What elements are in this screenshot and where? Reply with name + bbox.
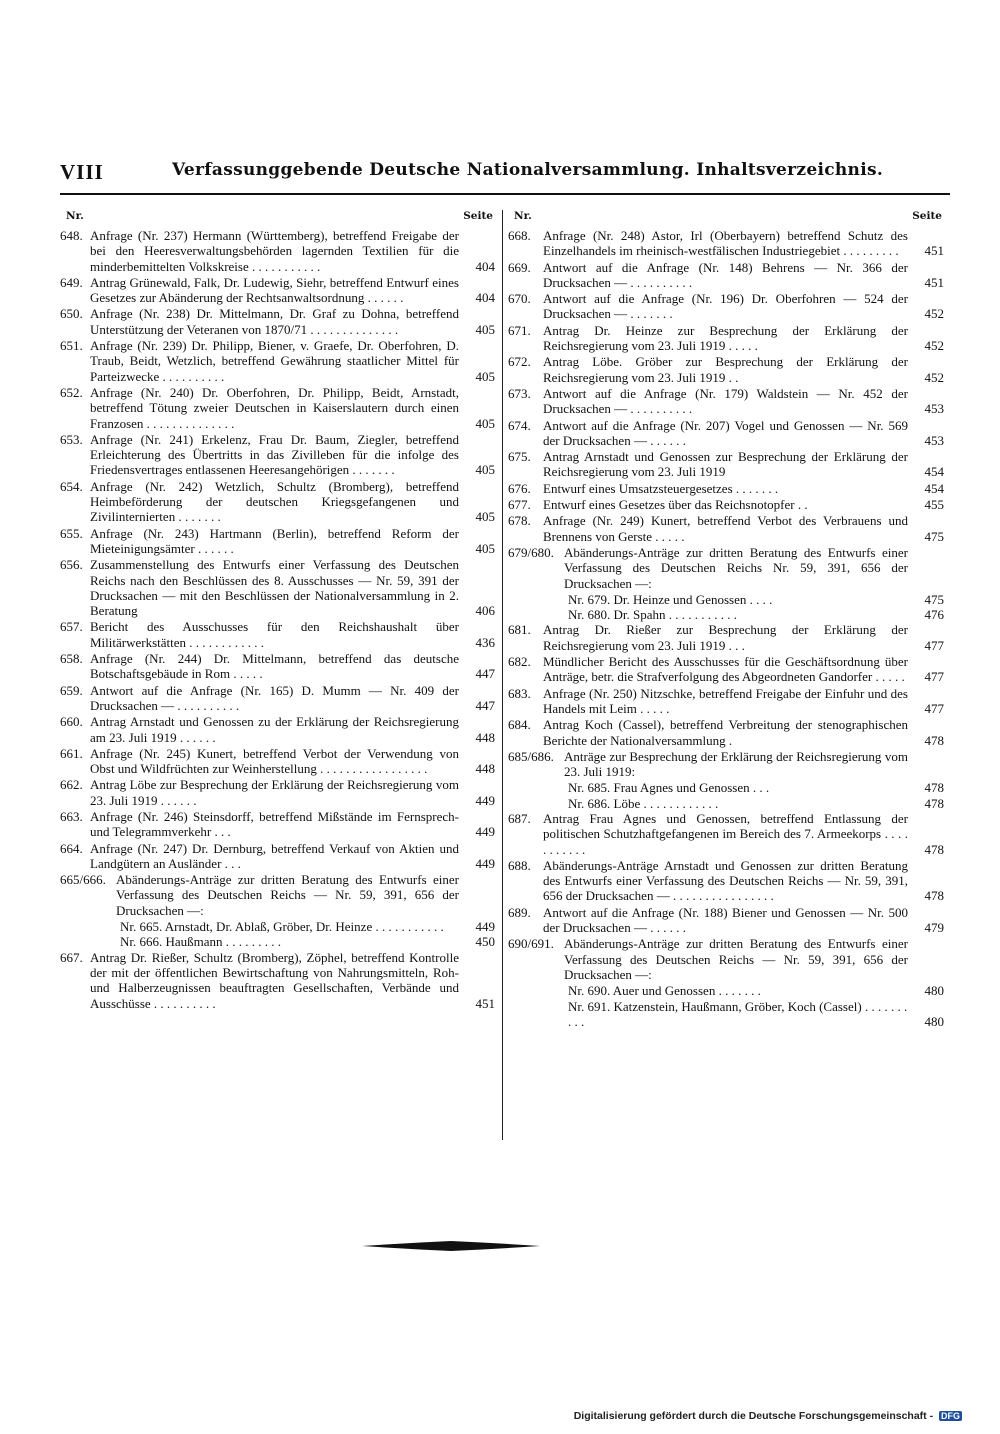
entry-page-number: 454	[924, 464, 944, 480]
toc-entry	[60, 228, 497, 274]
entry-page-number: 405	[475, 415, 495, 431]
entry-number: 658.	[60, 651, 83, 667]
toc-entry	[60, 432, 497, 478]
entry-number: 667.	[60, 949, 83, 965]
entry-page-number: 454	[924, 480, 944, 496]
entry-text: Anfrage (Nr. 245) Kunert, betreffend Verbot der Verwendung von Obst und Wildfrüchten zur Weinherstellung . . . . . . . . . . . . . . . . .	[90, 745, 459, 777]
entry-text: Abänderungs-Anträge zur dritten Beratung des Entwurfs einer Verfassung des Deutschen Reichs — Nr. 59, 391, 656 der Drucksachen —:	[564, 936, 908, 982]
entry-text: Bericht des Ausschusses für den Reichshaushalt über Militärwerkstätten . . . . . . . . . . . .	[90, 619, 459, 650]
entry-text: Nr. 666. Haußmann . . . . . . . . .	[120, 934, 282, 950]
entry-text: Entwurf eines Umsatzsteuergesetzes . . . . . . .	[543, 480, 779, 496]
entry-text: Anfrage (Nr. 237) Hermann (Württemberg), betreffend Freigabe der bei den Heeresverwaltungsbehörden lagernden Textilien für die minderbemittelten Volkskreise . . . . . . . . . . .	[90, 228, 459, 274]
entry-text: Nr. 679. Dr. Heinze und Genossen . . . .	[568, 591, 773, 607]
entry-text: Nr. 691. Katzenstein, Haußmann, Gröber, Koch (Cassel) . . . . . . . . . .	[568, 998, 908, 1029]
entry-number: 668.	[508, 228, 531, 243]
toc-entry	[508, 936, 946, 982]
entry-page-number: 478	[924, 780, 944, 796]
entry-number: 676.	[508, 480, 531, 496]
entry-number: 656.	[60, 557, 83, 573]
entry-page-number: 449	[475, 792, 495, 808]
toc-entry	[508, 811, 946, 857]
entry-number: 681.	[508, 622, 531, 638]
toc-entry	[508, 749, 946, 780]
entry-page-number: 405	[475, 540, 495, 556]
entry-text: Antrag Frau Agnes und Genossen, betreffend Entlassung der politischen Schutzhaftgefangenen im Bereich des 7. Armeekorps . . . . . . . . . . .	[543, 810, 908, 857]
right-column	[508, 210, 946, 1029]
toc-entry	[508, 291, 946, 322]
entry-text: Antwort auf die Anfrage (Nr. 188) Biener und Genossen — Nr. 500 der Drucksachen — . . . . . .	[543, 904, 908, 936]
entry-number: 659.	[60, 682, 83, 698]
entry-number: 653.	[60, 431, 83, 447]
left-entry-list	[60, 228, 497, 1011]
entry-text: Antwort auf die Anfrage (Nr. 148) Behrens — Nr. 366 der Drucksachen — . . . . . . . . . .	[543, 259, 908, 290]
toc-entry	[508, 481, 946, 496]
entry-page-number: 478	[924, 732, 944, 748]
toc-entry	[508, 323, 946, 354]
entry-page-number: 451	[475, 995, 495, 1011]
entry-number: 648.	[60, 228, 83, 243]
toc-entry	[60, 777, 497, 808]
entry-page-number: 477	[924, 700, 944, 716]
entry-text: Nr. 690. Auer und Genossen . . . . . . .	[568, 983, 761, 999]
entry-text: Nr. 685. Frau Agnes und Genossen . . .	[568, 780, 770, 796]
entry-page-number: 449	[475, 855, 495, 871]
entry-page-number: 478	[924, 841, 944, 857]
right-column-header	[508, 210, 946, 226]
entry-text: Anfrage (Nr. 243) Hartmann (Berlin), betreffend Reform der Mieteinigungsämter . . . . . .	[90, 525, 459, 556]
entry-number: 679/680.	[508, 544, 554, 560]
entry-text: Anfrage (Nr. 240) Dr. Oberfohren, Dr. Philipp, Beidt, Arnstadt, betreffend Tötung zweier Deutschen in Kaiserslautern durch einen Franzosen . . . . . . . . . . . . . .	[90, 384, 459, 431]
entry-page-number: 447	[475, 697, 495, 713]
entry-number: 661.	[60, 745, 83, 761]
seite-label: Seite	[463, 210, 493, 222]
entry-number: 671.	[508, 322, 531, 338]
entry-number: 682.	[508, 654, 531, 670]
entry-page-number: 477	[924, 637, 944, 653]
toc-entry	[60, 809, 497, 840]
entry-number: 675.	[508, 449, 531, 465]
toc-subentry	[60, 919, 497, 934]
toc-entry	[508, 497, 946, 512]
entry-text: Antrag Arnstadt und Genossen zur Besprechung der Erklärung der Reichsregierung vom 23. Juli 1919	[543, 449, 908, 480]
entry-number: 683.	[508, 685, 531, 701]
seite-label: Seite	[912, 210, 942, 222]
entry-number: 673.	[508, 385, 531, 401]
toc-entry	[60, 841, 497, 872]
toc-entry	[508, 654, 946, 685]
entry-text: Nr. 686. Löbe . . . . . . . . . . . .	[568, 795, 719, 811]
toc-entry	[508, 545, 946, 591]
toc-entry	[508, 449, 946, 480]
entry-page-number: 452	[924, 338, 944, 354]
entry-text: Anfrage (Nr. 239) Dr. Philipp, Biener, v. Graefe, Dr. Oberfohren, D. Traub, Beidt, Wetzlich, betreffend Gewährung staatlicher Mittel für Parteizwecke . . . . . . . . . .	[90, 338, 459, 384]
footer-text: Digitalisierung gefördert durch die Deutsche Forschungsgemeinschaft -	[573, 1410, 934, 1422]
nr-label: Nr.	[514, 210, 532, 222]
toc-entry	[508, 905, 946, 936]
entry-text: Anfrage (Nr. 247) Dr. Dernburg, betreffend Verkauf von Aktien und Landgütern an Ausländer . . .	[90, 840, 459, 871]
toc-entry	[60, 683, 497, 714]
entry-page-number: 448	[475, 761, 495, 777]
entry-text: Mündlicher Bericht des Ausschusses für die Geschäftsordnung über Anträge, betr. die Strafverfolgung des Abgeordneten Gandorfer . . . . .	[543, 654, 908, 685]
entry-text: Anträge zur Besprechung der Erklärung der Reichsregierung vom 23. Juli 1919:	[564, 748, 908, 780]
entry-page-number: 449	[475, 824, 495, 840]
entry-text: Nr. 680. Dr. Spahn . . . . . . . . . . .	[568, 607, 737, 623]
entry-page-number: 478	[924, 888, 944, 904]
entry-page-number: 453	[924, 401, 944, 417]
entry-number: 672.	[508, 354, 531, 370]
entry-page-number: 451	[924, 243, 944, 259]
entry-number: 687.	[508, 810, 531, 826]
entry-text: Antwort auf die Anfrage (Nr. 179) Waldstein — Nr. 452 der Drucksachen — . . . . . . . . . .	[543, 385, 908, 417]
toc-subentry	[60, 934, 497, 949]
entry-text: Antrag Dr. Heinze zur Besprechung der Erklärung der Reichsregierung vom 23. Juli 1919 . . . . .	[543, 322, 908, 354]
entry-text: Antrag Dr. Rießer zur Besprechung der Erklärung der Reichsregierung vom 23. Juli 1919 . . .	[543, 622, 908, 653]
entry-text: Nr. 665. Arnstadt, Dr. Ablaß, Gröber, Dr. Heinze . . . . . . . . . . .	[120, 919, 444, 935]
entry-page-number: 405	[475, 321, 495, 337]
entry-number: 684.	[508, 717, 531, 733]
toc-entry	[60, 479, 497, 525]
page-number: VIII	[60, 160, 104, 184]
toc-subentry	[508, 796, 946, 811]
entry-text: Antwort auf die Anfrage (Nr. 165) D. Mumm — Nr. 409 der Drucksachen — . . . . . . . . . .	[90, 682, 459, 713]
entry-number: 690/691.	[508, 936, 554, 952]
toc-entry	[60, 275, 497, 306]
toc-entry	[508, 354, 946, 385]
entry-text: Abänderungs-Anträge zur dritten Beratung des Entwurfs einer Verfassung des Deutschen Reichs Nr. 59, 391, 656 der Drucksachen —:	[564, 544, 908, 591]
dfg-logo: DFG	[941, 1411, 960, 1422]
entry-page-number: 452	[924, 306, 944, 322]
entry-number: 649.	[60, 274, 83, 290]
nr-label: Nr.	[66, 210, 84, 222]
toc-entry	[60, 526, 497, 557]
entry-number: 664.	[60, 840, 83, 856]
entry-page-number: 405	[475, 509, 495, 525]
toc-entry	[508, 228, 946, 259]
entry-number: 677.	[508, 497, 531, 513]
entry-number: 674.	[508, 417, 531, 433]
left-column-header	[60, 210, 497, 226]
entry-text: Anfrage (Nr. 246) Steinsdorff, betreffend Mißstände im Fernsprech- und Telegrammverkehr . . .	[90, 808, 459, 840]
toc-entry	[508, 686, 946, 717]
entry-page-number: 453	[924, 432, 944, 448]
toc-entry	[508, 622, 946, 653]
entry-number: 652.	[60, 384, 83, 400]
toc-entry	[60, 651, 497, 682]
page-header	[60, 160, 950, 194]
toc-entry	[60, 306, 497, 337]
toc-entry	[60, 714, 497, 745]
toc-entry	[60, 746, 497, 777]
entry-page-number: 476	[924, 607, 944, 623]
entry-page-number: 479	[924, 920, 944, 936]
entry-page-number: 447	[475, 666, 495, 682]
entry-text: Anfrage (Nr. 238) Dr. Mittelmann, Dr. Graf zu Dohna, betreffend Unterstützung der Veteranen von 1870/71 . . . . . . . . . . . . . .	[90, 306, 459, 337]
entry-page-number: 405	[475, 462, 495, 478]
entry-number: 669.	[508, 259, 531, 275]
entry-number: 685/686.	[508, 748, 554, 764]
toc-entry	[60, 950, 497, 1011]
entry-page-number: 475	[924, 591, 944, 607]
entry-page-number: 477	[924, 669, 944, 685]
entry-text: Anfrage (Nr. 244) Dr. Mittelmann, betreffend das deutsche Botschaftsgebäude in Rom . . . . .	[90, 651, 459, 682]
toc-entry	[60, 338, 497, 384]
entry-number: 657.	[60, 619, 83, 635]
entry-text: Antrag Koch (Cassel), betreffend Verbreitung der stenographischen Berichte der Nationalversammlung .	[543, 717, 908, 748]
entry-text: Anfrage (Nr. 242) Wetzlich, Schultz (Bromberg), betreffend Heimbeförderung der deutschen Kriegsgefangenen und Zivilinternierten . . . . . . .	[90, 478, 459, 525]
entry-text: Entwurf eines Gesetzes über das Reichsnotopfer . .	[543, 497, 808, 513]
entry-number: 662.	[60, 777, 83, 793]
entry-page-number: 452	[924, 369, 944, 385]
entry-page-number: 404	[475, 258, 495, 274]
toc-entry	[60, 557, 497, 618]
entry-number: 665/666.	[60, 872, 106, 888]
entry-text: Abänderungs-Anträge zur dritten Beratung des Entwurfs einer Verfassung des Deutschen Reichs — Nr. 59, 391, 656 der Drucksachen —:	[116, 872, 459, 918]
entry-number: 689.	[508, 904, 531, 920]
entry-number: 688.	[508, 857, 531, 873]
toc-subentry	[508, 780, 946, 795]
toc-subentry	[508, 592, 946, 607]
entry-text: Zusammenstellung des Entwurfs einer Verfassung des Deutschen Reichs nach den Beschlüssen des 8. Ausschusses — Nr. 59, 391 der Drucksachen — mit den Beschlüssen der Nationalversammlung in 2. Beratung	[90, 557, 459, 619]
entry-text: Antrag Dr. Rießer, Schultz (Bromberg), Zöphel, betreffend Kontrolle der mit der öffentlichen Bewirtschaftung von Nahrungsmitteln, Roh- und Halberzeugnissen beauftragten Gesellschaften, Verbände und Ausschüsse . . . . . . . . . .	[90, 949, 459, 1011]
entry-number: 655.	[60, 525, 83, 541]
entry-text: Antrag Löbe zur Besprechung der Erklärung der Reichsregierung vom 23. Juli 1919 . . . . . .	[90, 777, 459, 808]
toc-entry	[60, 872, 497, 918]
end-ornament-rule	[362, 1240, 540, 1252]
entry-text: Anfrage (Nr. 249) Kunert, betreffend Verbot des Verbrauens und Brennens von Gerste . . . . .	[543, 513, 908, 544]
entry-page-number: 478	[924, 795, 944, 811]
entry-page-number: 455	[924, 497, 944, 513]
entry-page-number: 450	[475, 934, 495, 950]
entry-page-number: 406	[475, 603, 495, 619]
toc-subentry	[508, 999, 946, 1030]
toc-entry	[508, 858, 946, 904]
entry-text: Antwort auf die Anfrage (Nr. 207) Vogel und Genossen — Nr. 569 der Drucksachen — . . . . . .	[543, 417, 908, 448]
entry-number: 660.	[60, 714, 83, 730]
toc-entry	[508, 717, 946, 748]
toc-entry	[508, 418, 946, 449]
entry-page-number: 448	[475, 729, 495, 745]
right-entry-list	[508, 228, 946, 1029]
entry-page-number: 449	[475, 919, 495, 935]
page-title: Verfassunggebende Deutsche Nationalversammlung. Inhaltsverzeichnis.	[172, 160, 884, 180]
footer-credit	[574, 1410, 962, 1422]
toc-entry	[60, 619, 497, 650]
entry-text: Antrag Grünewald, Falk, Dr. Ludewig, Siehr, betreffend Entwurf eines Gesetzes zur Abänderung der Rechtsanwaltsordnung . . . . . .	[90, 274, 459, 306]
entry-number: 654.	[60, 478, 83, 494]
toc-entry	[508, 386, 946, 417]
entry-text: Antwort auf die Anfrage (Nr. 196) Dr. Oberfohren — 524 der Drucksachen — . . . . . . .	[543, 291, 908, 322]
entry-page-number: 480	[924, 1013, 944, 1029]
entry-page-number: 404	[475, 290, 495, 306]
entry-text: Antrag Löbe. Gröber zur Besprechung der Erklärung der Reichsregierung vom 23. Juli 1919 . .	[543, 354, 908, 385]
header-rule	[60, 193, 950, 195]
toc-subentry	[508, 983, 946, 998]
toc-entry	[60, 385, 497, 431]
entry-text: Antrag Arnstadt und Genossen zu der Erklärung der Reichsregierung am 23. Juli 1919 . . . . . .	[90, 714, 459, 745]
column-divider	[502, 210, 503, 1140]
entry-page-number: 451	[924, 274, 944, 290]
toc-entry	[508, 513, 946, 544]
entry-text: Anfrage (Nr. 241) Erkelenz, Frau Dr. Baum, Ziegler, betreffend Erleichterung des Übertritts in das Zivilleben für die infolge des Friedensvertrages entlassenen Heeresangehörigen . . . . . . .	[90, 431, 459, 478]
entry-page-number: 475	[924, 528, 944, 544]
entry-number: 678.	[508, 513, 531, 529]
toc-subentry	[508, 607, 946, 622]
entry-page-number: 480	[924, 983, 944, 999]
entry-number: 651.	[60, 338, 83, 354]
entry-text: Anfrage (Nr. 248) Astor, Irl (Oberbayern) betreffend Schutz des Einzelhandels im rheinisch-westfälischen Industriegebiet . . . . . . . . .	[543, 228, 908, 259]
toc-entry	[508, 260, 946, 291]
entry-number: 670.	[508, 291, 531, 307]
entry-page-number: 436	[475, 634, 495, 650]
left-column	[60, 210, 497, 1012]
entry-text: Anfrage (Nr. 250) Nitzschke, betreffend Freigabe der Einfuhr und des Handels mit Leim . . . . .	[543, 685, 908, 716]
entry-page-number: 405	[475, 368, 495, 384]
entry-number: 663.	[60, 808, 83, 824]
entry-number: 650.	[60, 306, 83, 322]
entry-text: Abänderungs-Anträge Arnstadt und Genossen zur dritten Beratung des Entwurfs einer Verfassung des Deutschen Reichs — Nr. 59, 391, 656 der Drucksachen — . . . . . . . . . . . . . . . .	[543, 857, 908, 904]
